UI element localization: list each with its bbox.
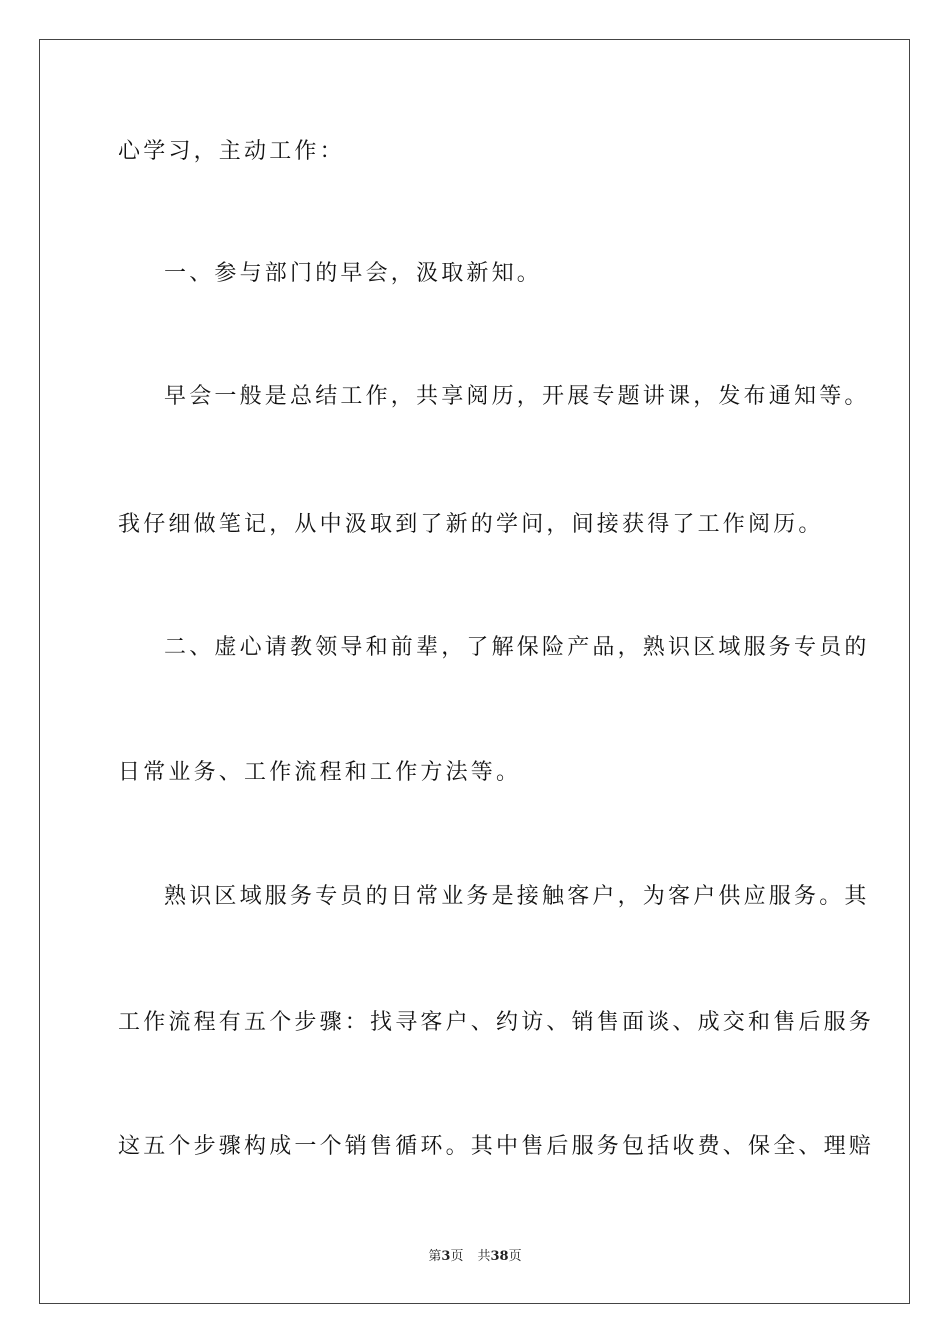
footer-total-number: 38 xyxy=(490,1249,509,1264)
text-line-8: 工作流程有五个步骤：找寻客户、约访、销售面谈、成交和售后服务 xyxy=(118,1010,875,1035)
page-footer xyxy=(0,1248,950,1266)
footer-page-number: 3 xyxy=(441,1249,451,1264)
text-line-5: 二、虚心请教领导和前辈，了解保险产品，熟识区域服务专员的 xyxy=(164,635,870,660)
footer-page-prefix: 第 xyxy=(428,1249,442,1264)
footer-total-prefix: 共 xyxy=(477,1249,491,1264)
text-line-1: 心学习，主动工作： xyxy=(118,139,345,164)
footer-page-suffix: 页 xyxy=(450,1249,464,1264)
text-line-6: 日常业务、工作流程和工作方法等。 xyxy=(118,760,522,785)
text-line-7: 熟识区域服务专员的日常业务是接触客户，为客户供应服务。其 xyxy=(164,884,870,909)
text-line-3: 早会一般是总结工作，共享阅历，开展专题讲课，发布通知等。 xyxy=(164,384,870,409)
text-line-9: 这五个步骤构成一个销售循环。其中售后服务包括收费、保全、理赔 xyxy=(118,1134,875,1159)
footer-total-suffix: 页 xyxy=(508,1249,522,1264)
page-border xyxy=(39,39,910,1304)
text-line-2: 一、参与部门的早会，汲取新知。 xyxy=(164,261,543,286)
text-line-4: 我仔细做笔记，从中汲取到了新的学问，间接获得了工作阅历。 xyxy=(118,512,824,537)
